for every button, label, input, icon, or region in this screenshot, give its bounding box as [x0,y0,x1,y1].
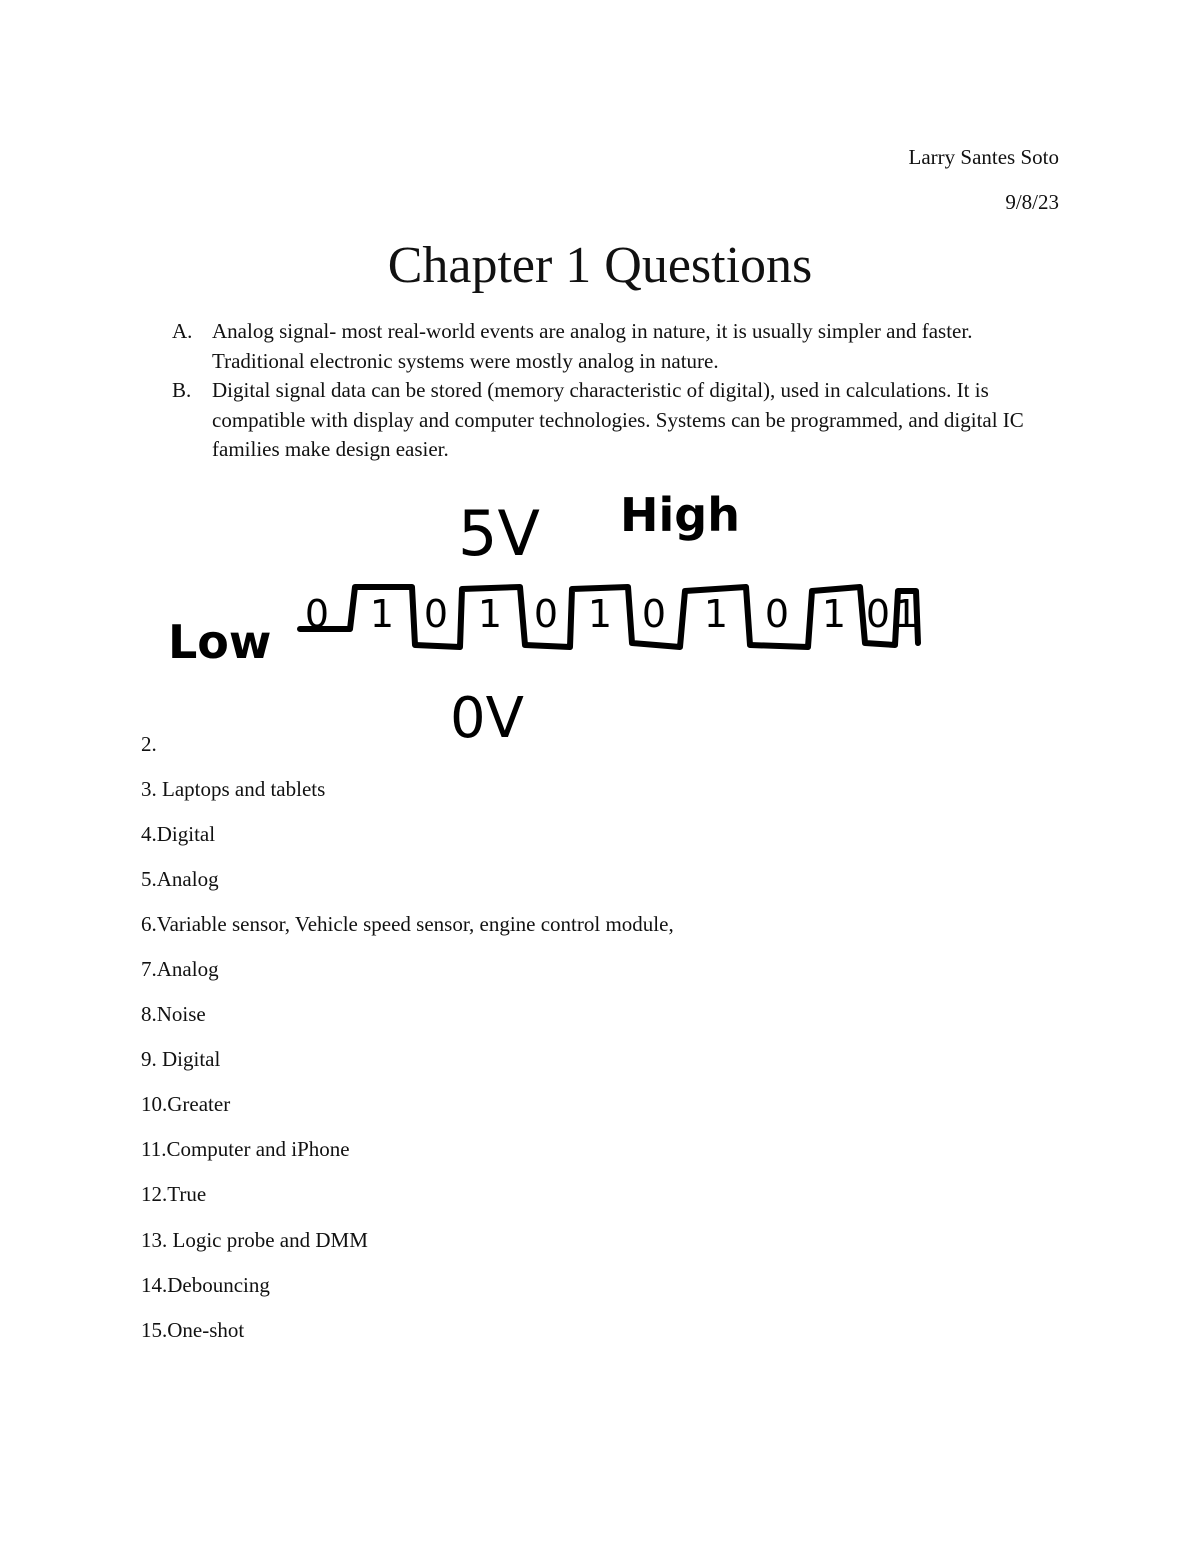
lettered-answer-a [172,317,1052,376]
answer-item: 9. Digital [141,1047,221,1072]
answer-item: 11.Computer and iPhone [141,1137,350,1162]
answer-item: 5.Analog [141,867,219,892]
bit-label: 0 [764,592,790,636]
lettered-answer-b [172,376,1052,465]
sketch-label-5v: 5V [458,497,540,570]
bit-label: 1 [477,592,503,636]
bit-label: 0 [533,592,559,636]
answer-item: 2. [141,732,157,756]
bit-label-group [305,592,918,636]
answer-item: 8.Noise [141,1002,206,1027]
numbered-answer-list [141,730,674,1361]
page-title: Chapter 1 Questions [387,237,813,294]
answer-text: Analog signal- most real-world events are analog in nature, it is usually simpler and faster. Traditional electronic systems were mostly analog in nature. [212,319,973,373]
answer-item: 7.Analog [141,957,219,982]
bit-label: 0 [304,592,330,636]
answer-item: 14.Debouncing [141,1272,270,1297]
answer-item: 15.One-shot [141,1317,245,1342]
sketch-label-low: Low [168,615,272,669]
document-date: 9/8/23 [1005,190,1059,214]
sketch-label-0v: 0V [450,686,524,751]
answer-item: 12.True [141,1182,207,1207]
bit-label: 1 [821,592,847,636]
list-marker: A. [172,319,193,343]
answer-item: 13. Logic probe and DMM [141,1227,368,1252]
answer-text: Digital signal data can be stored (memory characteristic of digital), used in calculations. It is compatible with display and computer technologies. Systems can be programmed, and digital IC families make design easier. [212,378,1024,461]
bit-label: 0 [865,592,891,636]
list-marker: B. [172,378,192,402]
bit-label: 1 [587,592,613,636]
answer-item: 3. Laptops and tablets [141,777,326,802]
answer-item: 4.Digital [141,822,216,847]
answer-item: 10.Greater [141,1092,231,1117]
bit-label: 1 [703,592,729,636]
answer-item: 6.Variable sensor, Vehicle speed sensor, engine control module, [141,912,674,937]
bit-label: 0 [423,592,449,636]
lettered-answer-list [172,317,1052,465]
handwritten-digital-signal-sketch [160,475,940,755]
author-name: Larry Santes Soto [908,145,1059,169]
bit-label: 1 [893,592,919,636]
bit-label: 1 [369,592,395,636]
bit-label: 0 [641,592,667,636]
sketch-label-high: High [620,488,740,542]
